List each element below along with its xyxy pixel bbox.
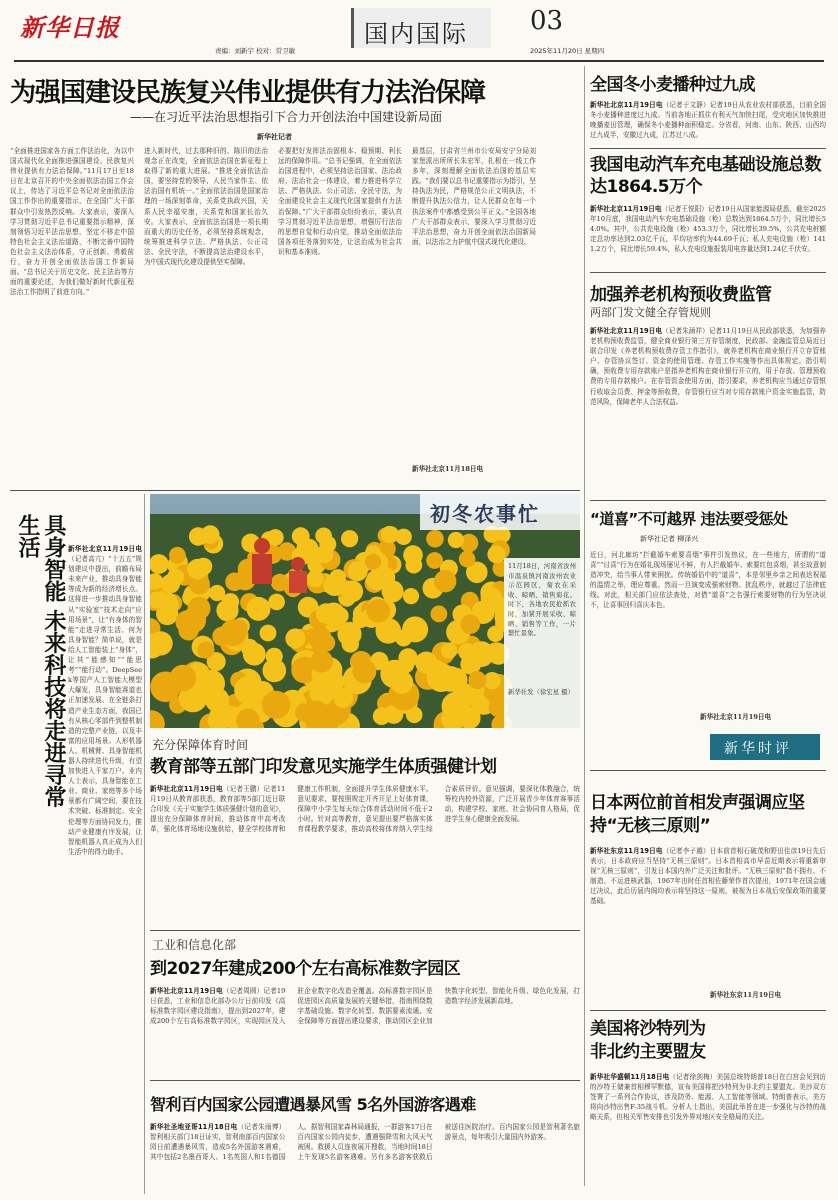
rule-commentary bbox=[590, 770, 826, 771]
us-body bbox=[590, 1072, 826, 1192]
masthead-rule bbox=[14, 60, 824, 62]
photo-caption: 11月18日，河南省汝州市温泉镇河南汝州农业示范园区，菊农在采收、晾晒、销售菊花。时下，各地农民抢抓农时，加紧开展采收、晾晒、销售等工作，一片繁忙景象。 bbox=[508, 562, 576, 638]
wheat-title: 全国冬小麦播种过九成 bbox=[590, 75, 755, 94]
flower-blossom bbox=[209, 703, 235, 728]
flower-blossom bbox=[373, 566, 395, 588]
ev-title: 我国电动汽车充电基础设施总数达1864.5万个 bbox=[590, 155, 821, 197]
lead-col-1: “全面推进国家各方面工作法治化，为以中国式现代化全面推进强国建设、民族复兴伟业提供有力法治保障。”11月17日至18日在北京召开的中央全面依法治国工作会议上，传达了习近平总书记对全面依法治国工作作出的重要指示，在全国广大干部群众中引发热烈反响。大家表示，要深入学习贯彻习近平总书记重要指示精神，深刻领悟习近平法治思想，坚定不移走中国特色社会主义法治道路，不断完善中国特色社会主义法治体系，守正创新、勇毅前行，奋力开创全面依法治国工作新局面。“总书记关于历史文化、民主法治等方面的重要论述，为我们做好新时代新征程法治工作指明了前进方向。” bbox=[10, 147, 134, 297]
flower-blossom bbox=[263, 659, 287, 683]
story-parks bbox=[150, 1084, 580, 1194]
flower-blossom bbox=[403, 588, 419, 604]
elderly-text: （记者朱涵祥）记者11月19日从民政部获悉，为加强养老机构预收费监管，健全商业银行第三方存管制度，民政部、金融监管总局近日联合印发《养老机构预收费存管工作指引》，就养老机构在商业银行开立存管账户、存管协议签订、资金的使用管理、存管工作实施等作出具体规定。指引明确，预收费专用存款账户是指养老机构在商业银行开立的，用于存放、管理预收费的专用存款账户。在存管资金使用方面，指引要求，养老机构应当通过存管银行收取会员费、押金等预收费，存管银行应当对专用存款账户资金实施监管，防范风险，保障老年人合法权益。 bbox=[590, 327, 826, 406]
flower-blossom bbox=[247, 597, 271, 621]
lead-byline: 新华社记者 bbox=[257, 133, 292, 141]
elderly-subtitle: 两部门发文健全存管规则 bbox=[590, 306, 711, 319]
flower-blossom bbox=[461, 614, 481, 634]
flower-blossom bbox=[415, 652, 437, 674]
elderly-dateline: 新华社北京11月19日电 bbox=[590, 327, 663, 335]
flower-blossom bbox=[348, 561, 368, 581]
rule-ev bbox=[590, 272, 826, 273]
commentary-byline: 新华社记者 柳泽兴 bbox=[640, 535, 699, 543]
flower-blossom bbox=[188, 597, 211, 620]
news-photo bbox=[150, 494, 580, 728]
flower-blossom bbox=[292, 527, 310, 545]
industry-text: （记者周圆）记者19日获悉，工业和信息化部办公厅日前印发《高标准数字园区建设指南》，提出到2027年，建成200个左右高标准数字园区，实现园区及入驻企业数字化改造全覆盖。高标准数字园区是促进园区高质量发展的关键举措，指南围绕数字基础设施、数字化转型、数据要素流通、安全保障等方面提出建设要求，推动园区企业加快数字化转型、智能化升级、绿色化发展，打造数字经济发展新高地。 bbox=[150, 987, 580, 1026]
parks-text: （记者朱雨博）智利相关部门18日证实，智利南部百内国家公园日前遭遇暴风雪，造成5名外国游客遇难，其中包括2名墨西哥人、1名英国人和1名德国人。据智利国家森林局通报，一群游客17日在百内国家公园内徒步，遭遇强降雪和大风天气被困。救援人员连夜展开搜救，当地时间18日上午发现5名游客遇难。另有多名游客获救后被送往医院治疗。百内国家公园是智利著名旅游景点，每年吸引大量国内外游客。 bbox=[150, 1123, 580, 1162]
commentary-text: 近日，河北廊坊“拦截婚车索要喜烟”事件引发热议，在一些地方，所谓的“道喜”“讨喜”行为在婚礼现场屡见不鲜，有人拦截婚车、索要红包喜烟，甚至故意制造冲突，给当事人带来困扰。传统婚俗中的“道喜”，本是邻里乡亲之间表达祝福的温情之举，理应尊重。然而一旦演变成强索财物、扰乱秩序，就越过了法律底线。对此，相关部门应依法查处，对借“道喜”之名强行索要财物的行为坚决说不，让喜事回归喜庆本色。 bbox=[590, 551, 826, 610]
flower-blossom bbox=[434, 570, 456, 592]
commentary-label-text: 新华时评 bbox=[724, 741, 792, 757]
flower-blossom bbox=[189, 527, 207, 545]
elderly-body bbox=[590, 326, 826, 496]
commentary-closing: 新华社北京11月19日电 bbox=[700, 713, 772, 721]
japan-closing: 新华社东京11月19日电 bbox=[710, 991, 782, 999]
worker-figure-1 bbox=[252, 538, 272, 584]
rule-industry bbox=[150, 1080, 580, 1081]
story-wheat bbox=[590, 66, 826, 146]
rule-education bbox=[150, 930, 580, 931]
lead-story bbox=[0, 66, 580, 486]
commentary-label bbox=[710, 734, 820, 760]
flower-blossom bbox=[431, 606, 448, 623]
japan-title: 日本两位前首相发声强调应坚持“无核三原则” bbox=[590, 793, 805, 836]
flower-blossom bbox=[268, 594, 285, 611]
flower-blossom bbox=[307, 570, 324, 587]
flower-blossom bbox=[323, 574, 345, 596]
flower-blossom bbox=[262, 691, 290, 719]
education-kicker: 充分保障体育时间 bbox=[152, 738, 249, 752]
ai-title: 具身智能 未来科技将走进寻常生活 bbox=[15, 514, 66, 808]
flower-blossom bbox=[481, 587, 503, 609]
education-dateline: 新华社北京11月19日电 bbox=[150, 785, 223, 793]
flower-blossom bbox=[333, 688, 353, 708]
flower-blossom bbox=[234, 676, 262, 704]
section-label: 国内国际 bbox=[364, 20, 468, 48]
rule-wheat bbox=[590, 148, 826, 149]
parks-dateline: 新华社圣地亚哥11月18日电 bbox=[150, 1123, 238, 1131]
story-ev bbox=[590, 150, 826, 270]
lead-subtitle: ——在习近平法治思想指引下合力开创法治中国建设新局面 bbox=[130, 110, 443, 124]
education-body bbox=[150, 784, 580, 926]
editors-line: 责编：刘新宇 校对：常卫敏 bbox=[215, 47, 296, 55]
flower-blossom bbox=[458, 643, 476, 661]
flower-blossom bbox=[341, 530, 358, 547]
education-text: （记者王鹏）记者11月19日从教育部获悉，教育部等5部门近日联合印发《关于实施学生体质强健计划的意见》，提出充分保障体育时间，推动体育中高考改革，强化体育场地设施供给，健全学校体育和健康工作机制，全面提升学生体质健康水平。意见要求，要按照规定开齐开足上好体育课，保障中小学生每天综合体育活动时间不低于2小时。针对高等教育，意见提出要严格落实体育课程教学要求，推动高校将体育纳入学生综合素质评价。意见强调，要深化体教融合，统筹校内校外资源，广泛开展青少年体育赛事活动，构建学校、家庭、社会协同育人格局，促进学生身心健康全面发展。 bbox=[150, 785, 580, 834]
elderly-title: 加强养老机构预收费监管 bbox=[590, 285, 772, 304]
flower-blossom bbox=[426, 530, 444, 548]
flower-blossom bbox=[310, 650, 333, 673]
flower-blossom bbox=[220, 620, 247, 647]
flower-blossom bbox=[441, 642, 457, 658]
story-education bbox=[150, 734, 580, 930]
rule-elderly bbox=[590, 500, 826, 501]
story-us bbox=[590, 1014, 826, 1194]
industry-dateline: 新华社北京11月19日电 bbox=[150, 987, 223, 995]
flower-blossom bbox=[373, 707, 391, 725]
worker-figure-2 bbox=[289, 557, 307, 593]
masthead bbox=[0, 0, 838, 66]
flower-blossom bbox=[402, 616, 428, 642]
flower-blossom bbox=[448, 532, 464, 548]
flower-blossom bbox=[403, 545, 423, 565]
commentary-title: “道喜”不可越界 违法要受惩处 bbox=[590, 510, 788, 528]
story-japan bbox=[590, 774, 826, 1008]
flower-blossom bbox=[381, 526, 398, 543]
flower-blossom bbox=[390, 671, 413, 694]
divider-ai bbox=[144, 494, 145, 1194]
wheat-body bbox=[590, 100, 826, 144]
japan-body bbox=[590, 846, 826, 986]
flower-blossom bbox=[365, 554, 381, 570]
flower-blossom bbox=[352, 659, 376, 683]
issue-date: 2025年11月20日 星期四 bbox=[530, 47, 605, 55]
ai-text: （记者高亢）“十五五”规划建议中提出，前瞻布局未来产业，推动具身智能等成为新的经济增长点。这将进一步推动具身智能从“实验室”技术走向“应用场景”，让“有身体的智能”走进寻常生活。何为具身智能？简单说，就是给人工智能装上“身体”，让其“能感知”“能思考”“能行动”。DeepSeek等国产人工智能大模型大爆发，具身智能赛道也正加速发展。在全链条打造产业生态方面，我国已有从核心零部件到整机制造的完整产业链，以及丰富的应用场景。人形机器人、机械臂、具身智能机器人持续迭代升级，有望加快进入千家万户。业内人士表示，具身智能在工业、商业、家庭等多个场景都有广阔空间，要在技术突破、标准制定、安全伦理等方面协同发力，推动产业健康有序发展，让智能机器人真正成为人们生活中的得力助手。 bbox=[68, 555, 142, 856]
industry-body bbox=[150, 986, 580, 1076]
japan-dateline: 新华社东京11月19日电 bbox=[590, 847, 663, 855]
divider-right-column bbox=[584, 66, 585, 1186]
logo-text: 新华日报 bbox=[20, 13, 120, 42]
story-ai bbox=[10, 494, 142, 1194]
flower-blossom bbox=[366, 599, 390, 623]
flower-blossom bbox=[459, 551, 476, 568]
ai-dateline: 新华社北京11月19日电 bbox=[68, 545, 142, 553]
flower-blossom bbox=[487, 545, 505, 563]
parks-title: 智利百内国家公园遭遇暴风雪 5名外国游客遇难 bbox=[150, 1095, 476, 1114]
flower-blossom bbox=[302, 701, 329, 728]
flower-blossom bbox=[442, 692, 471, 721]
photo-title: 初冬农事忙 bbox=[420, 494, 580, 530]
flower-blossom bbox=[308, 626, 331, 649]
story-elderly bbox=[590, 276, 826, 498]
photo-caption-box bbox=[504, 558, 580, 728]
industry-kicker: 工业和信息化部 bbox=[152, 938, 237, 952]
flower-blossom bbox=[197, 642, 214, 659]
lead-col-2: 进入新时代，过去那种旧的、陈旧的法治观念正在改变，全面依法治国在新征程上取得了新的重大进展。“推进全面依法治国，要坚持党的领导、人民当家作主、依法治国有机统一。”全面依法治国是国家治理的一场深刻革命，关系党执政兴国，关系人民幸福安康，关系党和国家长治久安。大家表示，全面依法治国是一项长期而重大的历史任务，必须坚持系统观念，统筹推进科学立法、严格执法、公正司法、全民守法，不断提高法治建设水平，为中国式现代化建设提供坚实保障。 bbox=[144, 147, 268, 267]
us-text: （记者徐剑梅）美国总统特朗普18日在白宫会见到访的沙特王储兼首相穆罕默德，宣布美国将把沙特列为非北约主要盟友。美沙双方签署了一系列合作协议，涉及防务、能源、人工智能等领域。特朗普表示，美方将向沙特出售F-35战斗机。分析人士指出，美国此举旨在进一步强化与沙特的战略关系，但相关军售安排也引发外界对地区安全格局的关注。 bbox=[590, 1073, 826, 1122]
wheat-dateline: 新华社北京11月19日电 bbox=[590, 101, 663, 109]
page-number: 03 bbox=[530, 6, 564, 36]
flower-blossom bbox=[187, 559, 208, 580]
flower-blossom bbox=[285, 628, 305, 648]
flower-blossom bbox=[222, 593, 240, 611]
parks-body bbox=[150, 1122, 580, 1192]
us-title: 美国将沙特列为非北约主要盟友 bbox=[590, 1019, 706, 1062]
rule-lead-bottom bbox=[10, 490, 580, 491]
rule-japan bbox=[590, 1010, 826, 1011]
lead-closing: 新华社北京11月18日电 bbox=[412, 465, 484, 473]
section-label-box bbox=[351, 8, 491, 48]
flower-blossom bbox=[337, 622, 361, 646]
flower-blossom bbox=[260, 625, 277, 642]
flower-blossom bbox=[468, 671, 486, 689]
industry-title: 到2027年建成200个左右高标准数字园区 bbox=[150, 959, 461, 978]
education-title: 教育部等五部门印发意见实施学生体质强健计划 bbox=[150, 757, 497, 776]
flower-blossom bbox=[169, 547, 186, 564]
ai-body bbox=[68, 544, 142, 874]
wheat-text: （记者于文静）记者19日从农业农村部获悉，目前全国冬小麦播种进度过九成。当前各地正抓住有利天气加快扫尾，受灾地区加快推进晚播麦田管理，确保冬小麦播种面积稳定。分省看，河南、山东、陕西、山西均过九成半，安徽过九成，江苏过八成。 bbox=[590, 101, 826, 140]
flower-blossom bbox=[315, 528, 332, 545]
logo bbox=[20, 8, 140, 42]
ev-body bbox=[590, 204, 826, 268]
us-dateline: 新华社华盛顿11月18日电 bbox=[590, 1073, 670, 1081]
lead-title: 为强国建设民族复兴伟业提供有力法治保障 bbox=[10, 78, 486, 106]
japan-text: （记者李子越）日本前首相石破茂和野田佳彦19日先后表示，日本政府应当坚持“无核三原则”。日本首相高市早苗近期表示将重新审视“无核三原则”，引发日本国内外广泛关注和批评。“无核三原则”指不拥有、不制造、不运进核武器，1967年由时任首相佐藤荣作首次提出，1971年在国会通过决议，此后历届内阁均表示将坚持这一原则，被视为日本战后安保政策的重要基础。 bbox=[590, 847, 826, 906]
story-industry bbox=[150, 934, 580, 1078]
story-commentary bbox=[590, 504, 826, 766]
flower-blossom bbox=[170, 665, 197, 692]
ev-dateline: 新华社北京11月19日电 bbox=[590, 205, 662, 213]
flower-blossom bbox=[316, 603, 336, 623]
flower-blossom bbox=[167, 569, 184, 586]
flower-blossom bbox=[315, 545, 333, 563]
lead-col-4: 最基层，甘肃省兰州市公安局安宁分局刘家堡派出所所长朱宏军，扎根在一线工作多年，深刻理解全面依法治国的基层实践。“我们要以总书记重要指示为指引，坚持执法为民，严格规范公正文明执法，不断提升执法公信力，让人民群众在每一个执法案件中都感受到公平正义。”全国各地广大干部群众表示，要深入学习贯彻习近平法治思想，奋力开创全面依法治国新局面，以法治之力护航中国式现代化建设。 bbox=[412, 147, 536, 246]
lead-col-3: 必要把好发挥法治固根本、稳预期、利长远的保障作用。“总书记强调，在全面依法治国进程中，必须坚持法治国家、法治政府、法治社会一体建设，着力推进科学立法、严格执法、公正司法、全民守法，为全面建设社会主义现代化国家提供有力法治保障。”广大干部群众纷纷表示，要认真学习贯彻习近平法治思想，增强厉行法治的思想自觉和行动自觉，推动全面依法治国各项任务落到实处，让法治成为社会共识和基本准则。 bbox=[278, 147, 402, 256]
flower-blossom bbox=[243, 643, 266, 666]
photo-credit: 新华社发（徐宏星 摄） bbox=[508, 688, 574, 696]
ev-text: （记者王悦阳）记者19日从国家能源局获悉，截至2025年10月底，我国电动汽车充电基础设施（枪）总数达到1864.5万个，同比增长54.0%。其中，公共充电设施（枪）453.3万个，同比增长39.5%，公共充电桩额定总功率达到2.03亿千瓦，平均功率约为44.69千瓦；私人充电设施（枪）1411.2万个，同比增长59.4%，私人充电设施报装用电容量达到1.24亿千伏安。 bbox=[590, 205, 826, 254]
